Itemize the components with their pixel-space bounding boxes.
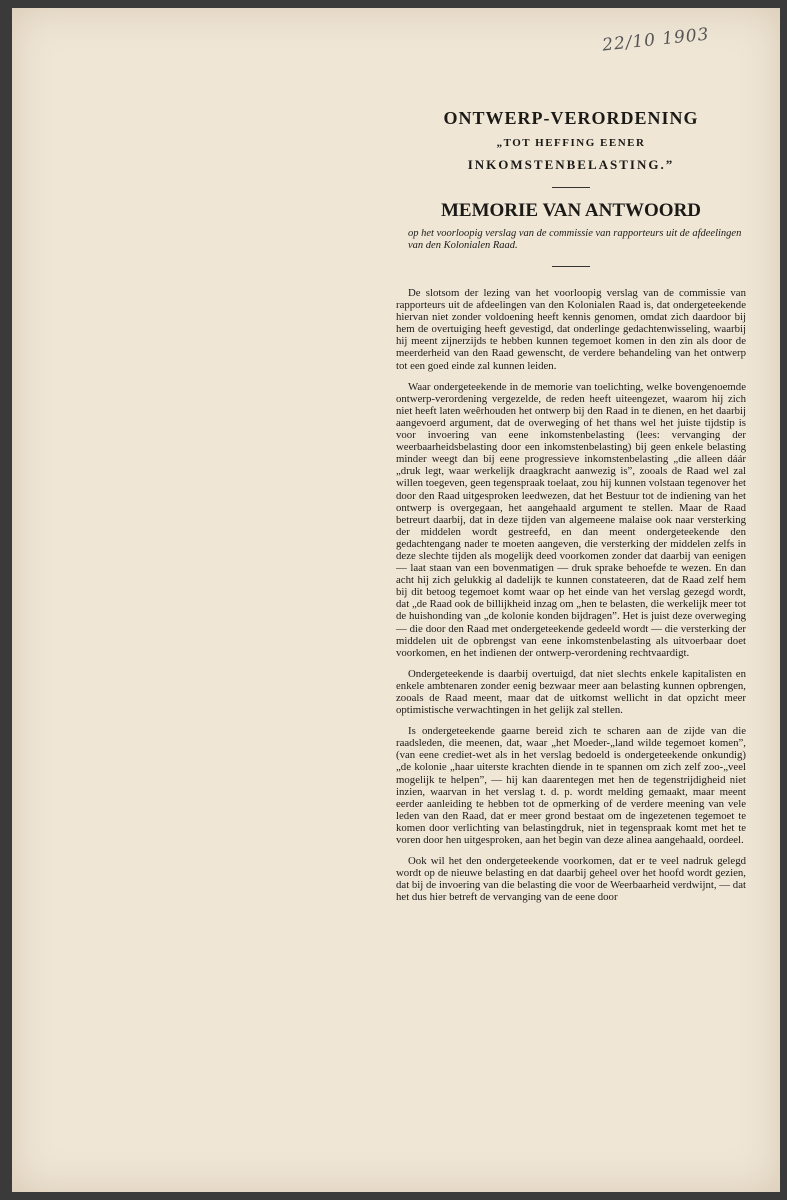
paragraph: Is ondergeteekende gaarne bereid zich te scharen aan de zijde van die raadsleden, die meenen, dat, waar „het Moeder-„land wilde tegemoet komen”, (van eene crediet-wet als in het verslag bedoeld is ondergeteekende onkundig) „de kolonie „haar uiterste krachten diende in te spannen om zich zelf zoo-„veel mogelijk te helpen”, — hij kan daarentegen met hen de tegenstrijdigheid niet inzien, waarvan in het verslag t. d. p. wordt melding gemaakt, maar meent eerder aanleiding te hebben tot de opmerking of de verdere meening van vele leden van den Raad, dat er meer grond bestaat om de ingezetenen tegemoet te komen door verlichting van belastingdruk, niet in tegenspraak komt met het te voren door hen uitgesproken, aan het begin van deze alinea aangehaald, oordeel.: [396, 725, 746, 847]
memorie-heading: MEMORIE VAN ANTWOORD: [440, 200, 702, 221]
paragraph: Ondergeteekende is daarbij overtuigd, dat niet slechts enkele kapitalisten en enkele ambtenaren zonder eenig bezwaar meer aan belasting kunnen opbrengen, zooals de Raad meent, maar dat de uitkomst wellicht in dat opzicht meer optimistische verwachtingen in het gelijk zal stellen.: [396, 667, 746, 717]
document-page: [12, 8, 780, 1192]
divider: [552, 187, 590, 188]
divider: [552, 266, 590, 267]
body-text: [396, 287, 746, 904]
handwritten-date: 22/10 1903: [601, 24, 711, 56]
paragraph: Waar ondergeteekende in de memorie van toelichting, welke bovengenoemde ontwerp-verordening vergezelde, de reden heeft uiteengezet, waarom hij zich niet heeft laten weêrhouden het ontwerp bij den Raad in te dienen, en het daarbij aangevoerd argument, dat de overweging of het thans wel het juiste tijdstip is voor invoering van eene inkomstenbelasting (lees: vervanging der weerbaarheidsbelasting door een inkomstenbelasting) bij geen enkele belasting minder weegt dan bij eene progressieve inkomstenbelasting „die alleen dáár „druk legt, waar werkelijk draagkracht aanwezig is”, zooals de Raad wel zal willen toegeven, geen tegenspraak toelaat, zou hij kunnen volstaan tegenover het door den Raad uitgesproken leedwezen, dat het Bestuur tot de indiening van het ontwerp is overgegaan, het aangehaald argument te stellen. Maar de Raad betreurt daarbij, dat in deze tijden van algemeene malaise ook naar versterking der middelen wordt gestreefd, en dan meent ondergeteekende den gedachtengang nader te moeten aangeven, die versterking der middelen zelfs in deze slechte tijden als mogelijk deed voorkomen zonder dat daarbij van eenigen — laat staan van een bovenmatigen — druk sprake behoefde te wezen. En dan acht hij zich gelukkig al dadelijk te kunnen constateeren, dat de Raad zelf hem bij dit betoog tegemoet komt waar op het einde van het verslag gezegd wordt, dat „de Raad ook de billijkheid inzag om „hen te belasten, die werkelijk meer tot de huishonding van „de kolonie konden bijdragen”. Het is juist deze overweging — die door den Raad met ondergeteekende gedeeld wordt — die versterking der middelen uit de opbrengst van eene inkomstenbelasting als uitvoerbaar doet voorkomen, en het indienen der ontwerp-verordening rechtvaardigt.: [396, 380, 746, 659]
title-subline-2: INKOMSTENBELASTING.”: [467, 157, 675, 172]
memorie-subtitle: op het voorloopig verslag van de commissie van rapporteurs uit de afdeelingen van den Kolonialen Raad.: [408, 228, 742, 251]
document-title: ONTWERP-VERORDENING: [443, 108, 699, 128]
text-column: [396, 108, 746, 913]
paragraph: Ook wil het den ondergeteekende voorkomen, dat er te veel nadruk gelegd wordt op de nieuwe belasting en dat daarbij geheel over het hoofd wordt gezien, dat bij de invoering van die belasting die voor de Weerbaarheid verdwijnt, — dat het dus hier betreft de vervanging van de eene door: [396, 855, 746, 904]
paragraph: De slotsom der lezing van het voorloopig verslag van de commissie van rapporteurs uit de afdeelingen van den Kolonialen Raad is, dat ondergeteekende hiervan niet zonder voldoening heeft kennis genomen, omdat zich daardoor bij hem de overtuiging heeft gevestigd, dat onderlinge gedachtenwisseling, waarbij hij meent zijnerzijds te hebben kunnen tegemoet komen in den zin als door de meerderheid van den Raad gewenscht, de verdere behandeling van het ontwerp tot een goed einde zal kunnen leiden.: [396, 287, 746, 372]
title-subline-1: „TOT HEFFING EENER: [496, 137, 646, 149]
